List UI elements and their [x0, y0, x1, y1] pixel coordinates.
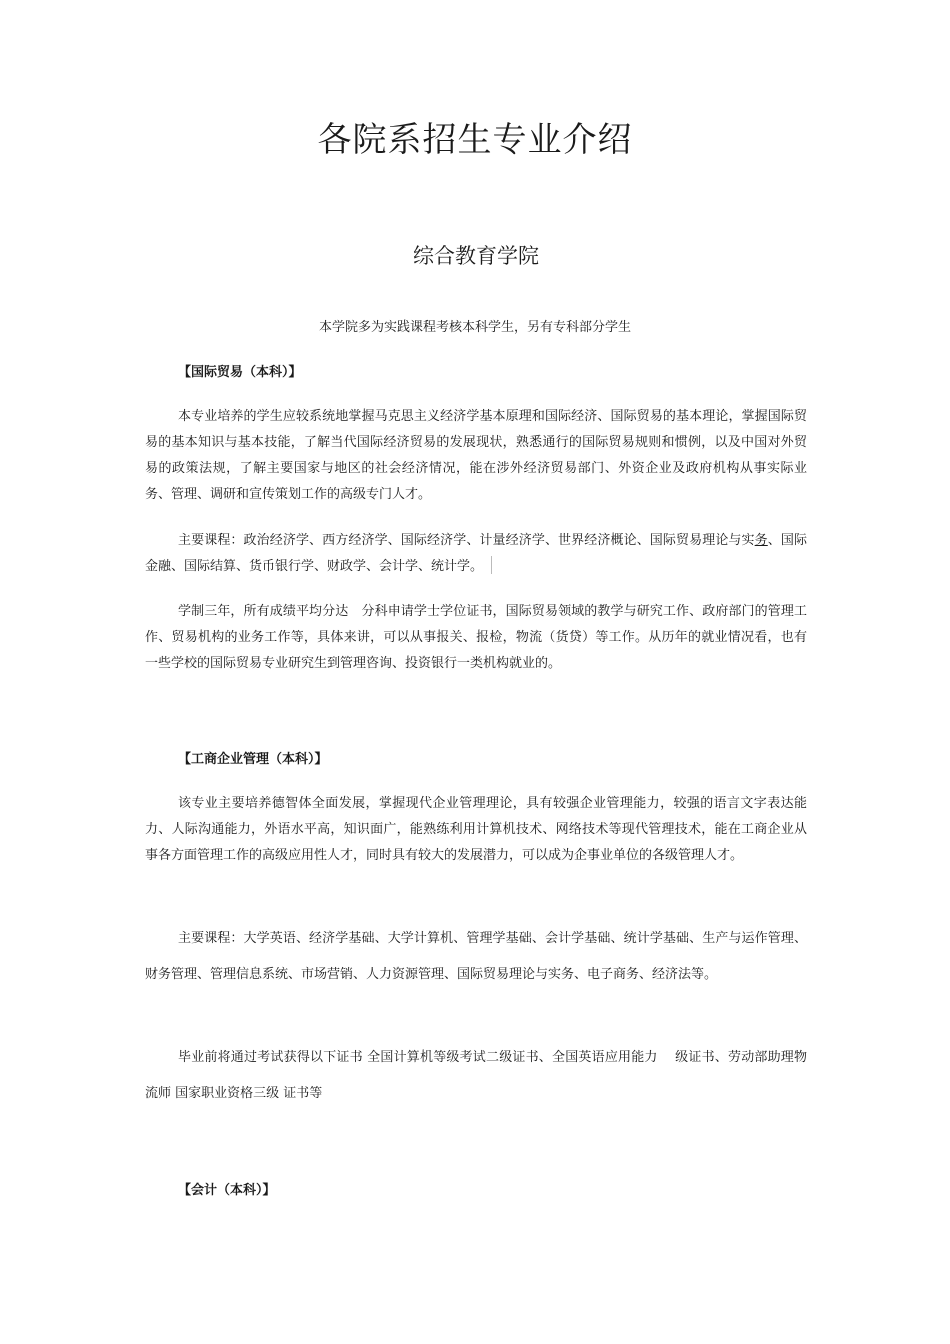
college-title — [0, 240, 950, 272]
section-heading-trade: 【国际贸易（本科）】 — [178, 365, 302, 380]
page-title-text: 各院系招生专业介绍 — [317, 120, 633, 160]
college-title-text: 综合教育学院 — [413, 244, 539, 268]
trade-courses-underlined: 务 — [754, 533, 768, 548]
trade-description: 本专业培养的学生应较系统地掌握马克思主义经济学基本原理和国际经济、国际贸易的基本理论，掌握国际贸易的基本知识与基本技能，了解当代国际经济贸易的发展现状，熟悉通行的国际贸易规则和惯例，以及中国对外贸易的政策法规，了解主要国家与地区的社会经济情况，能在涉外经济贸易部门、外资企业及政府机构从事实际业务、管理、调研和宣传策划工作的高级专门人才。 — [145, 409, 807, 502]
trade-career: 学制三年，所有成绩平均分达 分科申请学士学位证书，国际贸易领域的教学与研究工作、政府部门的管理工作、贸易机构的业务工作等，具体来讲，可以从事报关、报检，物流（货贷）等工作。从历年的就业情况看，也有一些学校的国际贸易专业研究生到管理咨询、投资银行一类机构就业的。 — [145, 604, 807, 671]
trade-courses-start: 主要课程：政治经济学、西方经济学、国际经济学、计量经济学、世界经济概论、国际贸易理论与实 — [178, 533, 755, 548]
business-certificates: 毕业前将通过考试获得以下证书 全国计算机等级考试二级证书、全国英语应用能力 级证书、劳动部助理物流师 国家职业资格三级 证书等 — [145, 1050, 807, 1101]
business-courses: 主要课程：大学英语、经济学基础、大学计算机、管理学基础、会计学基础、统计学基础、生产与运作管理、财务管理、管理信息系统、市场营销、人力资源管理、国际贸易理论与实务、电子商务、经济法等。 — [145, 931, 807, 982]
trade-courses-end: 、国际金融、国际结算、货币银行学、财政学、会计学、统计学。 — [145, 533, 807, 574]
text-cursor — [491, 556, 492, 574]
trade-courses — [145, 528, 807, 580]
section-heading-business: 【工商企业管理（本科）】 — [178, 752, 328, 767]
college-intro: 本学院多为实践课程考核本科学生，另有专科部分学生 — [318, 320, 631, 335]
page-title — [0, 112, 950, 161]
section-heading-accounting: 【会计（本科）】 — [178, 1183, 276, 1198]
business-description: 该专业主要培养德智体全面发展，掌握现代企业管理理论，具有较强企业管理能力，较强的语言文字表达能力、人际沟通能力，外语水平高，知识面广，能熟练利用计算机技术、网络技术等现代管理技术，能在工商企业从事各方面管理工作的高级应用性人才，同时具有较大的发展潜力，可以成为企事业单位的各级管理人才。 — [145, 796, 807, 863]
